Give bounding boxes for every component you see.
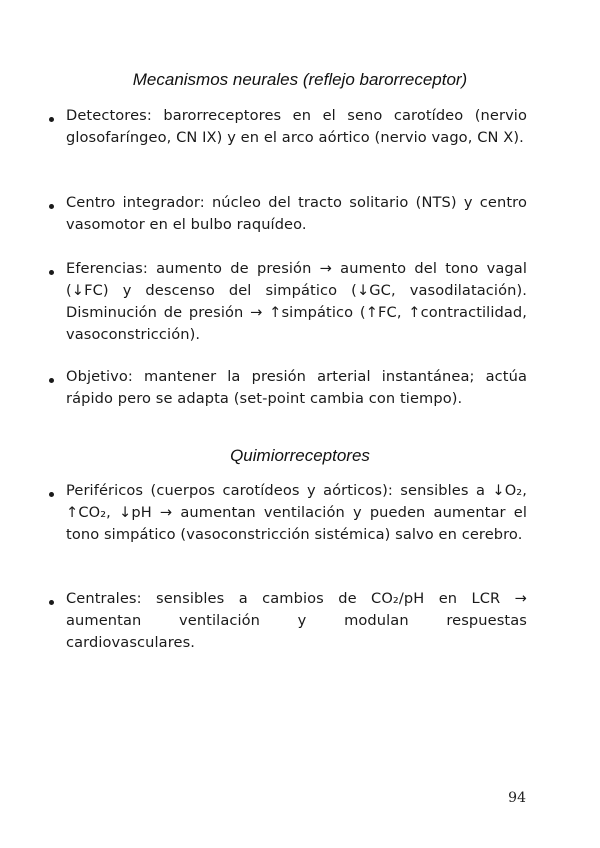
page-number: 94 xyxy=(508,790,526,806)
bullet-eferencias: Eferencias: aumento de presión → aumento del tono vagal (↓FC) y descenso del simpático (↓GC, vasodilatación). Disminución de presión → ↑simpático (↑FC, ↑contractilidad, vasoconstricción). xyxy=(66,258,527,346)
section-heading-quimiorreceptores: Quimiorreceptores xyxy=(230,446,370,465)
bullet-perifericos: Periféricos (cuerpos carotídeos y aórticos): sensibles a ↓O₂, ↑CO₂, ↓pH → aumentan ventilación y pueden aumentar el tono simpático (vasoconstricción sistémica) salvo en cerebro. xyxy=(66,480,527,546)
bullet-centro-integrador: Centro integrador: núcleo del tracto solitario (NTS) y centro vasomotor en el bulbo raquídeo. xyxy=(66,192,527,236)
bullet-detectores: Detectores: barorreceptores en el seno carotídeo (nervio glosofaríngeo, CN IX) y en el arco aórtico (nervio vago, CN X). xyxy=(66,105,527,149)
section-heading-baroreflex: Mecanismos neurales (reflejo barorreceptor) xyxy=(132,70,468,89)
bullet-objetivo: Objetivo: mantener la presión arterial instantánea; actúa rápido pero se adapta (set-point cambia con tiempo). xyxy=(66,366,527,410)
bullet-centrales: Centrales: sensibles a cambios de CO₂/pH en LCR → aumentan ventilación y modulan respuestas cardiovasculares. xyxy=(66,588,527,654)
